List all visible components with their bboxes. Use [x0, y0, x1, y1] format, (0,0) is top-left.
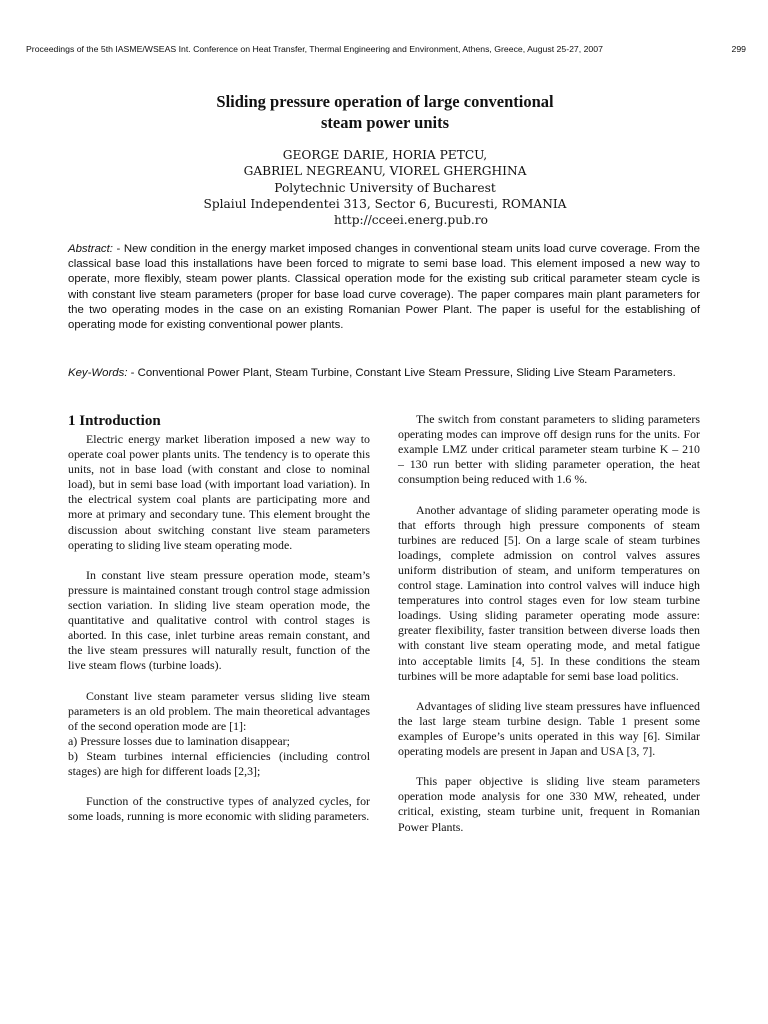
paragraph: Another advantage of sliding parameter operating mode is that efforts through high pressure components of steam turbines are reduced [5]. On a large scale of steam turbines loadings, complete admission on control valves assures uniform distribution of steam, and uniform temperatures on control stage. Lamination into control valves will induce high temperatures into control stages even for low steam turbine loadings. Using sliding parameter operating mode assure: greater flexibility, faster transition between diverse loads then with constant live steam operating mode, and metal fatigue into acceptable limits [4, 5]. In these conditions the steam turbines will be more adaptable for semi base load politics.: [398, 502, 700, 683]
author-block: [100, 147, 670, 228]
keywords: [68, 366, 700, 381]
title-line-1: Sliding pressure operation of large conventional: [216, 92, 554, 111]
paragraph: The switch from constant parameters to sliding parameters operating modes can improve off design runs for the units. For example LMZ under critical parameter steam turbine K – 210 – 130 run better with sliding parameter operation, the heat consumption being reduced with 1.6 %.: [398, 412, 700, 487]
running-header: [26, 44, 746, 54]
authors-line-2: GABRIEL NEGREANU, VIOREL GHERGHINA: [243, 164, 527, 179]
paragraph: Constant live steam parameter versus sliding live steam parameters is an old problem. The main theoretical advantages of the second operation mode are [1]:: [68, 688, 370, 733]
paragraph: In constant live steam pressure operation mode, steam’s pressure is maintained constant trough control stage admission section variation. In sliding live steam operation mode, the quantitative and qualitative control with control stages is aborted. In this case, inlet turbine areas remain constant, and the live steam pressures will naturally result, function of the live steam flows (turbine loads).: [68, 567, 370, 673]
section-heading-introduction: 1 Introduction: [68, 413, 161, 429]
keywords-text: - Conventional Power Plant, Steam Turbine, Constant Live Steam Pressure, Sliding Live Steam Parameters.: [127, 367, 676, 379]
paragraph: Advantages of sliding live steam pressures have influenced the last large steam turbine design. Table 1 present some examples of Europe’s units operated in this way [6]. Similar operating models are present in Japan and USA [3, 7].: [398, 698, 700, 759]
abstract: [68, 242, 700, 333]
paragraph: Function of the constructive types of analyzed cycles, for some loads, running is more economic with sliding parameters.: [68, 794, 370, 824]
left-column: [68, 412, 370, 824]
abstract-text: - New condition in the energy market imposed changes in conventional steam units load curve coverage. From the classical base load this installations have been forced to migrate to semi base load. This element imposed a new way to operate, more flexibly, steam power plants. Classical operation mode for the existing sub critical parameter steam cycle is with constant live steam parameters (proper for base load curve coverage). The paper compares main plant parameters for the two operating modes in the case on an existing Romanian Power Plant. The paper is useful for the establishing of operating mode for existing conventional power plants.: [68, 243, 700, 332]
paragraph: Electric energy market liberation imposed a new way to operate coal power plants units. The tendency is to operate this units, not in base load (with constant and close to nominal load), but in semi base load (with important load variation). In the electrical system coal plants are participating more and more at primary and secondary tune. This element brought the discussion about switching constant live steam parameters operating to sliding live steam operating mode.: [68, 432, 370, 552]
running-head-text: Proceedings of the 5th IASME/WSEAS Int. Conference on Heat Transfer, Thermal Engineering and Environment, Athens, Greece, August 25-27, 2007: [26, 44, 603, 54]
abstract-label: Abstract:: [68, 243, 113, 255]
page-number: 299: [731, 44, 746, 54]
keywords-label: Key-Words:: [68, 367, 128, 379]
paragraph: This paper objective is sliding live steam parameters operation mode analysis for one 330 MW, reheated, under critical, existing, steam turbine unit, frequent in Romanian Power Plants.: [398, 774, 700, 834]
affiliation: Polytechnic University of Bucharest: [274, 180, 496, 195]
website-url: http://cceei.energ.pub.ro: [334, 213, 488, 228]
address: Splaiul Independentei 313, Sector 6, Bucuresti, ROMANIA: [203, 196, 567, 211]
list-item: b) Steam turbines internal efficiencies (including control stages) are high for different loads [2,3];: [68, 748, 370, 779]
authors-line-1: GEORGE DARIE, HORIA PETCU,: [282, 148, 488, 162]
list-item: a) Pressure losses due to lamination disappear;: [68, 733, 290, 748]
title-line-2: steam power units: [320, 113, 450, 132]
right-column: [398, 412, 700, 835]
paper-title: [90, 91, 680, 133]
